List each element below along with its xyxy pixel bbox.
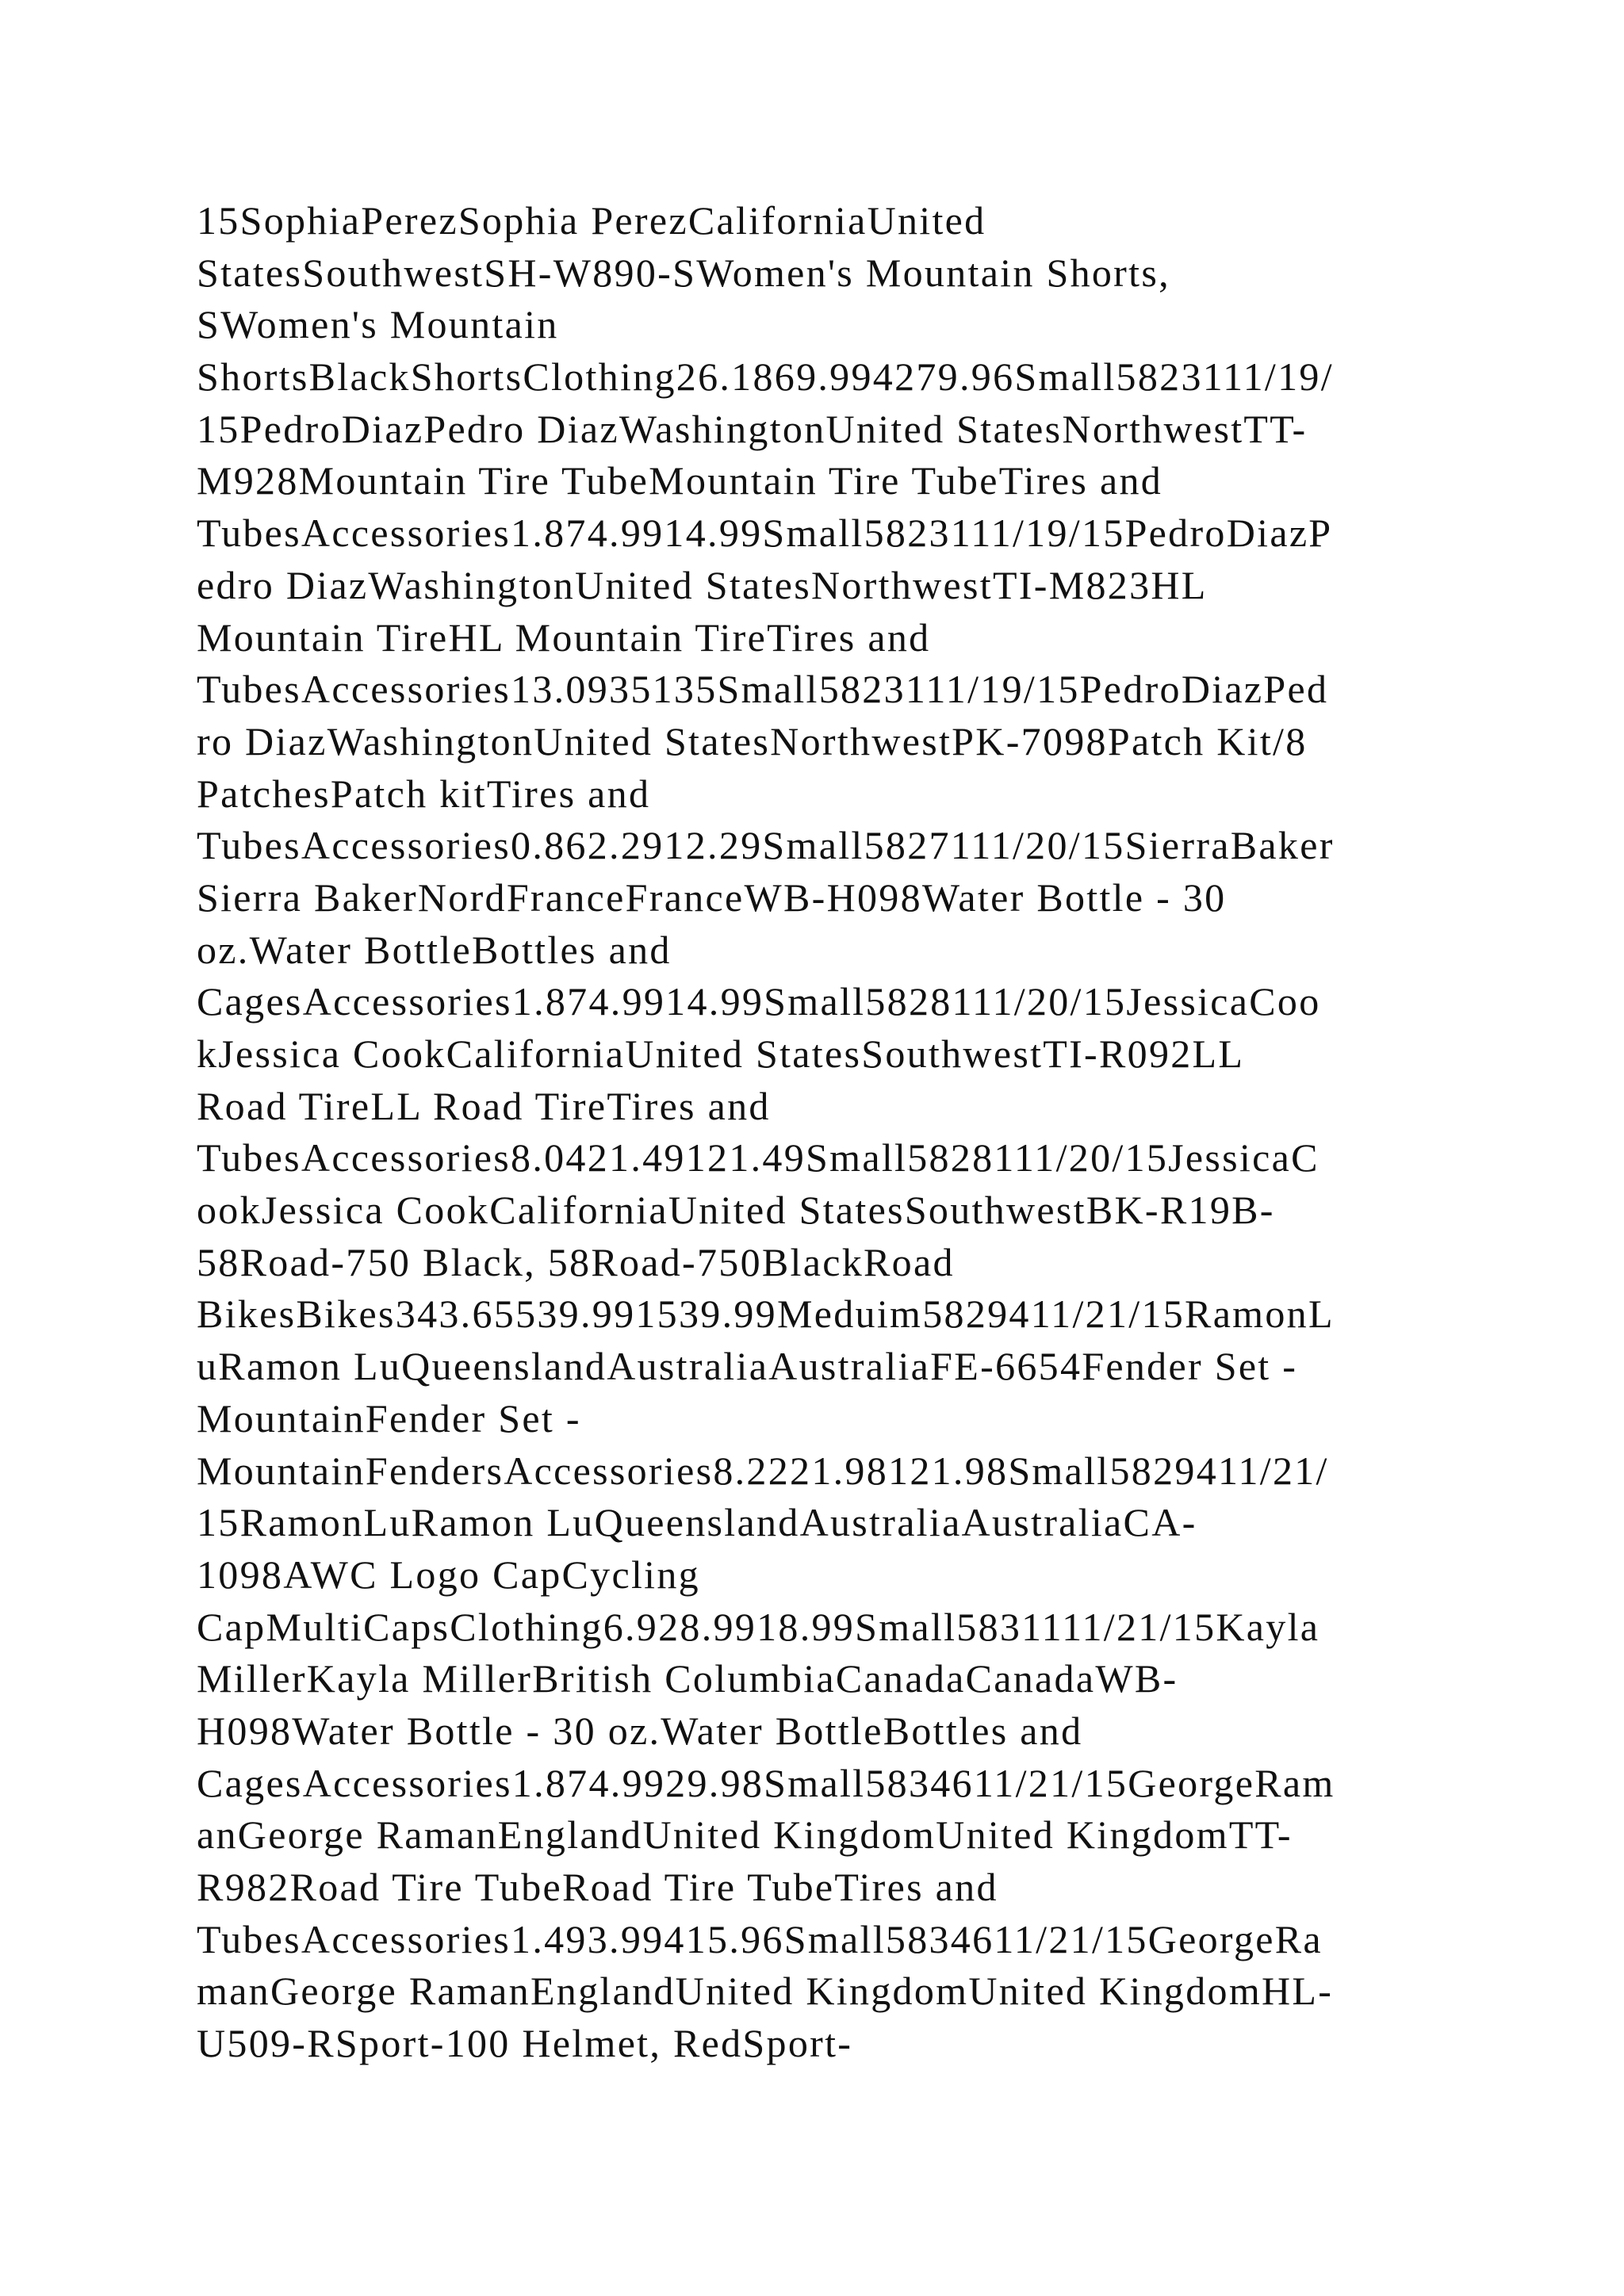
text-line: kJessica CookCaliforniaUnited StatesSouthwestTI-R092LL [197, 1031, 1245, 1076]
text-line: ro DiazWashingtonUnited StatesNorthwestPK-7098Patch Kit/8 [197, 718, 1308, 763]
text-line: Road TireLL Road TireTires and [197, 1083, 771, 1128]
text-line: manGeorge RamanEnglandUnited KingdomUnited KingdomHL- [197, 1969, 1334, 2014]
text-line: M928Mountain Tire TubeMountain Tire TubeTires and [197, 458, 1163, 503]
text-line: R982Road Tire TubeRoad Tire TubeTires and [197, 1865, 998, 1909]
text-line: CagesAccessories1.874.9914.99Small5828111/20/15JessicaCoo [197, 979, 1321, 1024]
text-line: edro DiazWashingtonUnited StatesNorthwestTI-M823HL [197, 562, 1208, 607]
text-line: oz.Water BottleBottles and [197, 927, 672, 972]
text-line: U509-RSport-100 Helmet, RedSport- [197, 2021, 853, 2066]
text-line: 15SophiaPerezSophia PerezCaliforniaUnited [197, 198, 986, 243]
text-line: 1098AWC Logo CapCycling [197, 1552, 700, 1597]
text-line: TubesAccessories8.0421.49121.49Small5828111/20/15JessicaC [197, 1135, 1320, 1181]
text-line: BikesBikes343.65539.991539.99Meduim5829411/21/15RamonL [197, 1292, 1335, 1337]
text-line: ShortsBlackShortsClothing26.1869.994279.96Small5823111/19/ [197, 354, 1334, 400]
text-line: MountainFender Set - [197, 1395, 581, 1441]
text-line: TubesAccessories0.862.2912.29Small5827111/20/15SierraBaker [197, 823, 1335, 868]
text-line: MountainFendersAccessories8.2221.98121.98Small5829411/21/ [197, 1448, 1329, 1493]
text-line: TubesAccessories1.874.9914.99Small5823111/19/15PedroDiazP [197, 511, 1333, 556]
text-line: 15PedroDiazPedro DiazWashingtonUnited StatesNorthwestTT- [197, 406, 1308, 451]
body-text [197, 195, 1434, 2070]
text-line: 58Road-750 Black, 58Road-750BlackRoad [197, 1239, 955, 1284]
text-line: TubesAccessories13.0935135Small5823111/19/15PedroDiazPed [197, 667, 1329, 712]
text-line: 15RamonLuRamon LuQueenslandAustraliaAustraliaCA- [197, 1500, 1197, 1545]
text-line: CapMultiCapsClothing6.928.9918.99Small5831111/21/15Kayla [197, 1604, 1320, 1649]
text-line: StatesSouthwestSH-W890-SWomen's Mountain Shorts, [197, 250, 1170, 295]
text-line: Sierra BakerNordFranceFranceWB-H098Water Bottle - 30 [197, 874, 1227, 920]
text-line: uRamon LuQueenslandAustraliaAustraliaFE-6654Fender Set - [197, 1344, 1298, 1389]
text-line: H098Water Bottle - 30 oz.Water BottleBottles and [197, 1708, 1083, 1753]
text-line: PatchesPatch kitTires and [197, 771, 651, 816]
text-line: ookJessica CookCaliforniaUnited StatesSouthwestBK-R19B- [197, 1188, 1275, 1233]
text-line: MillerKayla MillerBritish ColumbiaCanadaCanadaWB- [197, 1656, 1178, 1701]
text-line: SWomen's Mountain [197, 302, 559, 347]
text-line: Mountain TireHL Mountain TireTires and [197, 614, 931, 660]
text-line: TubesAccessories1.493.99415.96Small5834611/21/15GeorgeRa [197, 1916, 1323, 1961]
text-line: anGeorge RamanEnglandUnited KingdomUnited KingdomTT- [197, 1812, 1293, 1858]
text-line: CagesAccessories1.874.9929.98Small5834611/21/15GeorgeRam [197, 1760, 1335, 1805]
